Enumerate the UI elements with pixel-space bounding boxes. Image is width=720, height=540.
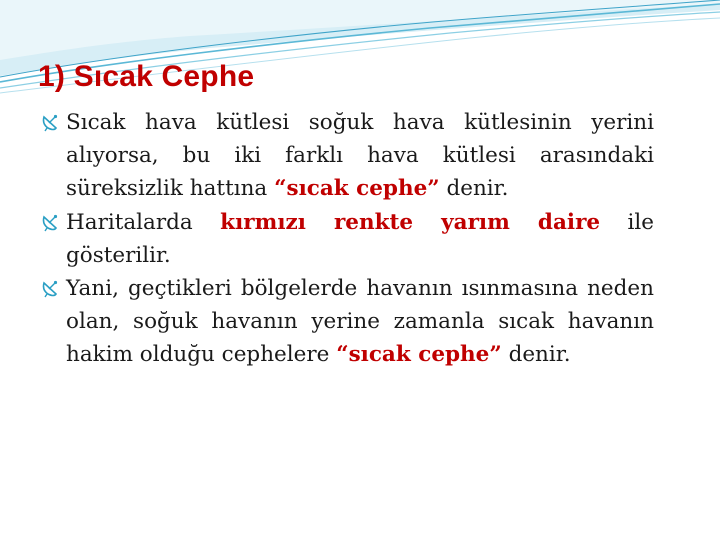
slide-title: 1) Sıcak Cephe xyxy=(38,60,255,93)
bullet-item xyxy=(40,106,654,206)
bullet-text: Yani, geçtikleri bölgelerde havanın ısınmasına neden olan, soğuk havanın yerine zamanla sıcak havanın hakim olduğu cephelere xyxy=(66,276,654,368)
bullet-item xyxy=(40,272,654,372)
bullet-text: Sıcak hava kütlesi soğuk hava kütlesinin yerini alıyorsa, bu iki farklı hava kütlesi arasındaki süreksizlik hattına xyxy=(66,110,654,202)
bullet-emphasis: “sıcak cephe” xyxy=(274,176,440,202)
satellite-dish-icon xyxy=(40,278,60,298)
bullet-item xyxy=(40,206,654,272)
bullet-emphasis: kırmızı renkte yarım daire xyxy=(220,209,601,235)
bullet-text: denir. xyxy=(501,342,571,368)
bullet-list xyxy=(40,106,654,372)
satellite-dish-icon xyxy=(40,212,60,232)
bullet-emphasis: “sıcak cephe” xyxy=(336,342,502,368)
bullet-text: ile gösterilir. xyxy=(66,209,654,268)
satellite-dish-icon xyxy=(40,112,60,132)
bullet-text: Haritalarda xyxy=(66,209,221,235)
bullet-text: denir. xyxy=(439,176,509,202)
